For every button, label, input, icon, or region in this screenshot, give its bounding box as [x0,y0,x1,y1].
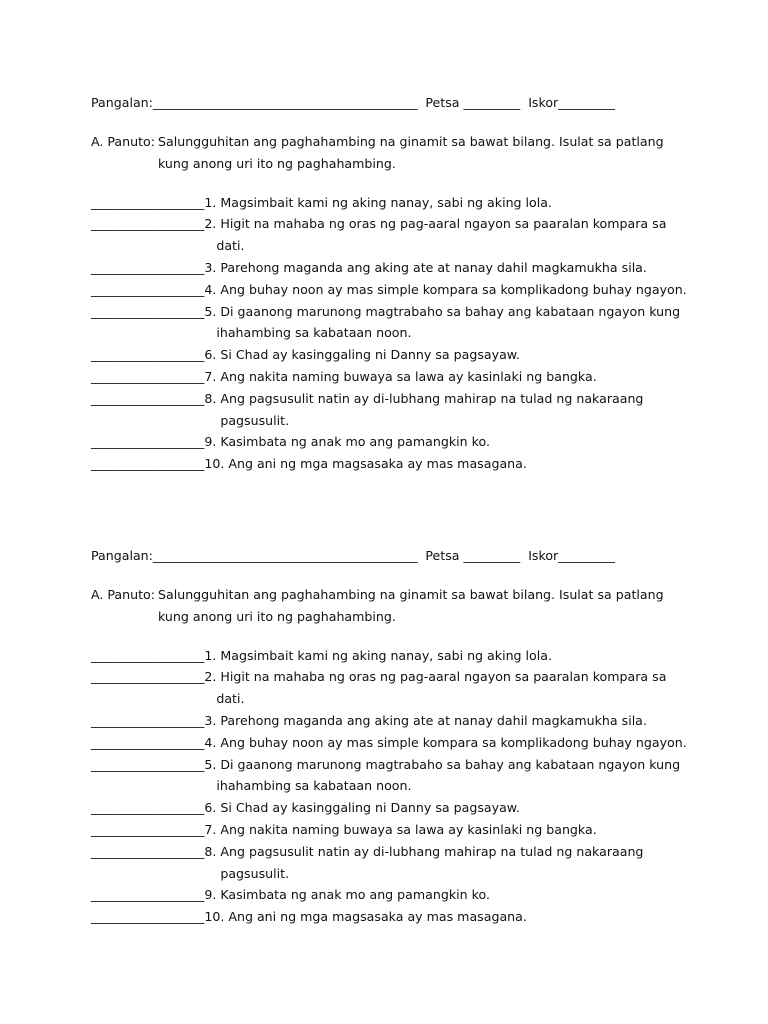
item-continuation: dati. [216,691,245,707]
answer-blank[interactable]: __________________ [91,456,205,472]
header-line [91,92,691,114]
name-blank[interactable]: __________________________________________ [152,95,418,110]
instructions-text: Salungguhitan ang paghahambing na ginamit sa bawat bilang. Isulat sa patlang kung anong uri ito ng paghahambing. [158,134,664,171]
item-body [204,257,691,279]
worksheet-section-2 [91,545,691,928]
answer-blank[interactable]: __________________ [91,303,205,319]
item-body [204,906,691,928]
item-body [204,453,691,475]
list-item [91,279,691,301]
answer-blank[interactable]: __________________ [91,259,205,275]
worksheet-section-1 [91,92,691,475]
list-item [91,710,691,732]
answer-blank[interactable]: __________________ [91,734,205,750]
item-continuation: pagsusulit. [220,412,290,428]
answer-blank[interactable]: __________________ [91,216,205,232]
header-line [91,545,691,567]
answer-blank[interactable]: __________________ [91,843,205,859]
name-label: Pangalan: [91,548,153,563]
item-body [204,710,691,732]
list-item [91,431,691,453]
item-text: 7. Ang nakita naming buwaya sa lawa ay kasinlaki ng bangka. [204,821,597,837]
date-blank[interactable]: _________ [463,95,521,110]
answer-blank[interactable]: __________________ [91,194,205,210]
item-continuation: ihahambing sa kabataan noon. [216,778,412,794]
score-label: Iskor [528,95,559,110]
instructions [91,584,691,628]
list-item [91,841,691,885]
item-body [204,884,691,906]
name-blank[interactable]: __________________________________________ [152,548,418,563]
item-body [204,797,691,819]
answer-blank[interactable]: __________________ [91,390,205,406]
item-body [204,841,691,885]
answer-blank[interactable]: __________________ [91,712,205,728]
answer-blank[interactable]: __________________ [91,281,205,297]
score-label: Iskor [528,548,559,563]
item-text: 8. Ang pagsusulit natin ay di-lubhang mahirap na tulad ng nakaraang [204,390,644,406]
date-blank[interactable]: _________ [463,548,521,563]
item-continuation: pagsusulit. [220,865,290,881]
item-body [204,645,691,667]
list-item [91,645,691,667]
score-blank[interactable]: _________ [558,95,615,110]
answer-blank[interactable]: __________________ [91,647,205,663]
instructions [91,131,691,175]
item-text: 10. Ang ani ng mga magsasaka ay mas masagana. [204,909,527,925]
list-item [91,192,691,214]
answer-blank[interactable]: __________________ [91,821,205,837]
answer-blank[interactable]: __________________ [91,669,205,685]
item-body [204,192,691,214]
item-body [204,666,691,710]
item-list [91,645,691,928]
item-text: 7. Ang nakita naming buwaya sa lawa ay kasinlaki ng bangka. [204,368,597,384]
item-text: 1. Magsimbait kami ng aking nanay, sabi ng aking lola. [204,194,552,210]
score-blank[interactable]: _________ [558,548,615,563]
answer-blank[interactable]: __________________ [91,909,205,925]
list-item [91,257,691,279]
name-label: Pangalan: [91,95,153,110]
list-item [91,906,691,928]
list-item [91,366,691,388]
list-item [91,819,691,841]
item-text: 10. Ang ani ng mga magsasaka ay mas masagana. [204,456,527,472]
item-text: 3. Parehong maganda ang aking ate at nanay dahil magkamukha sila. [204,259,647,275]
item-body [204,732,691,754]
item-text: 9. Kasimbata ng anak mo ang pamangkin ko. [204,887,490,903]
item-text: 9. Kasimbata ng anak mo ang pamangkin ko. [204,434,490,450]
list-item [91,453,691,475]
item-body [204,388,691,432]
item-text: 2. Higit na mahaba ng oras ng pag-aaral ngayon sa paaralan kompara sa [204,669,667,685]
item-text: 6. Si Chad ay kasinggaling ni Danny sa pagsayaw. [204,800,520,816]
instructions-label: A. Panuto: [91,587,155,602]
item-body [204,279,691,301]
item-continuation: ihahambing sa kabataan noon. [216,325,412,341]
date-label: Petsa [425,95,460,110]
list-item [91,301,691,345]
date-label: Petsa [425,548,460,563]
item-body [204,344,691,366]
item-body [204,366,691,388]
answer-blank[interactable]: __________________ [91,887,205,903]
item-text: 2. Higit na mahaba ng oras ng pag-aaral ngayon sa paaralan kompara sa [204,216,667,232]
answer-blank[interactable]: __________________ [91,368,205,384]
list-item [91,344,691,366]
item-text: 3. Parehong maganda ang aking ate at nanay dahil magkamukha sila. [204,712,647,728]
item-text: 5. Di gaanong marunong magtrabaho sa bahay ang kabataan ngayon kung [204,756,681,772]
item-body [204,431,691,453]
item-text: 5. Di gaanong marunong magtrabaho sa bahay ang kabataan ngayon kung [204,303,681,319]
item-text: 4. Ang buhay noon ay mas simple kompara sa komplikadong buhay ngayon. [204,281,687,297]
item-text: 6. Si Chad ay kasinggaling ni Danny sa pagsayaw. [204,347,520,363]
list-item [91,388,691,432]
list-item [91,754,691,798]
list-item [91,884,691,906]
item-text: 8. Ang pagsusulit natin ay di-lubhang mahirap na tulad ng nakaraang [204,843,644,859]
answer-blank[interactable]: __________________ [91,434,205,450]
instructions-label: A. Panuto: [91,134,155,149]
item-continuation: dati. [216,238,245,254]
item-text: 1. Magsimbait kami ng aking nanay, sabi ng aking lola. [204,647,552,663]
item-body [204,819,691,841]
item-list [91,192,691,475]
list-item [91,732,691,754]
item-body [204,754,691,798]
instructions-text: Salungguhitan ang paghahambing na ginamit sa bawat bilang. Isulat sa patlang kung anong uri ito ng paghahambing. [158,587,664,624]
list-item [91,797,691,819]
item-body [204,301,691,345]
answer-blank[interactable]: __________________ [91,800,205,816]
answer-blank[interactable]: __________________ [91,756,205,772]
item-body [204,213,691,257]
item-text: 4. Ang buhay noon ay mas simple kompara sa komplikadong buhay ngayon. [204,734,687,750]
answer-blank[interactable]: __________________ [91,347,205,363]
list-item [91,213,691,257]
list-item [91,666,691,710]
